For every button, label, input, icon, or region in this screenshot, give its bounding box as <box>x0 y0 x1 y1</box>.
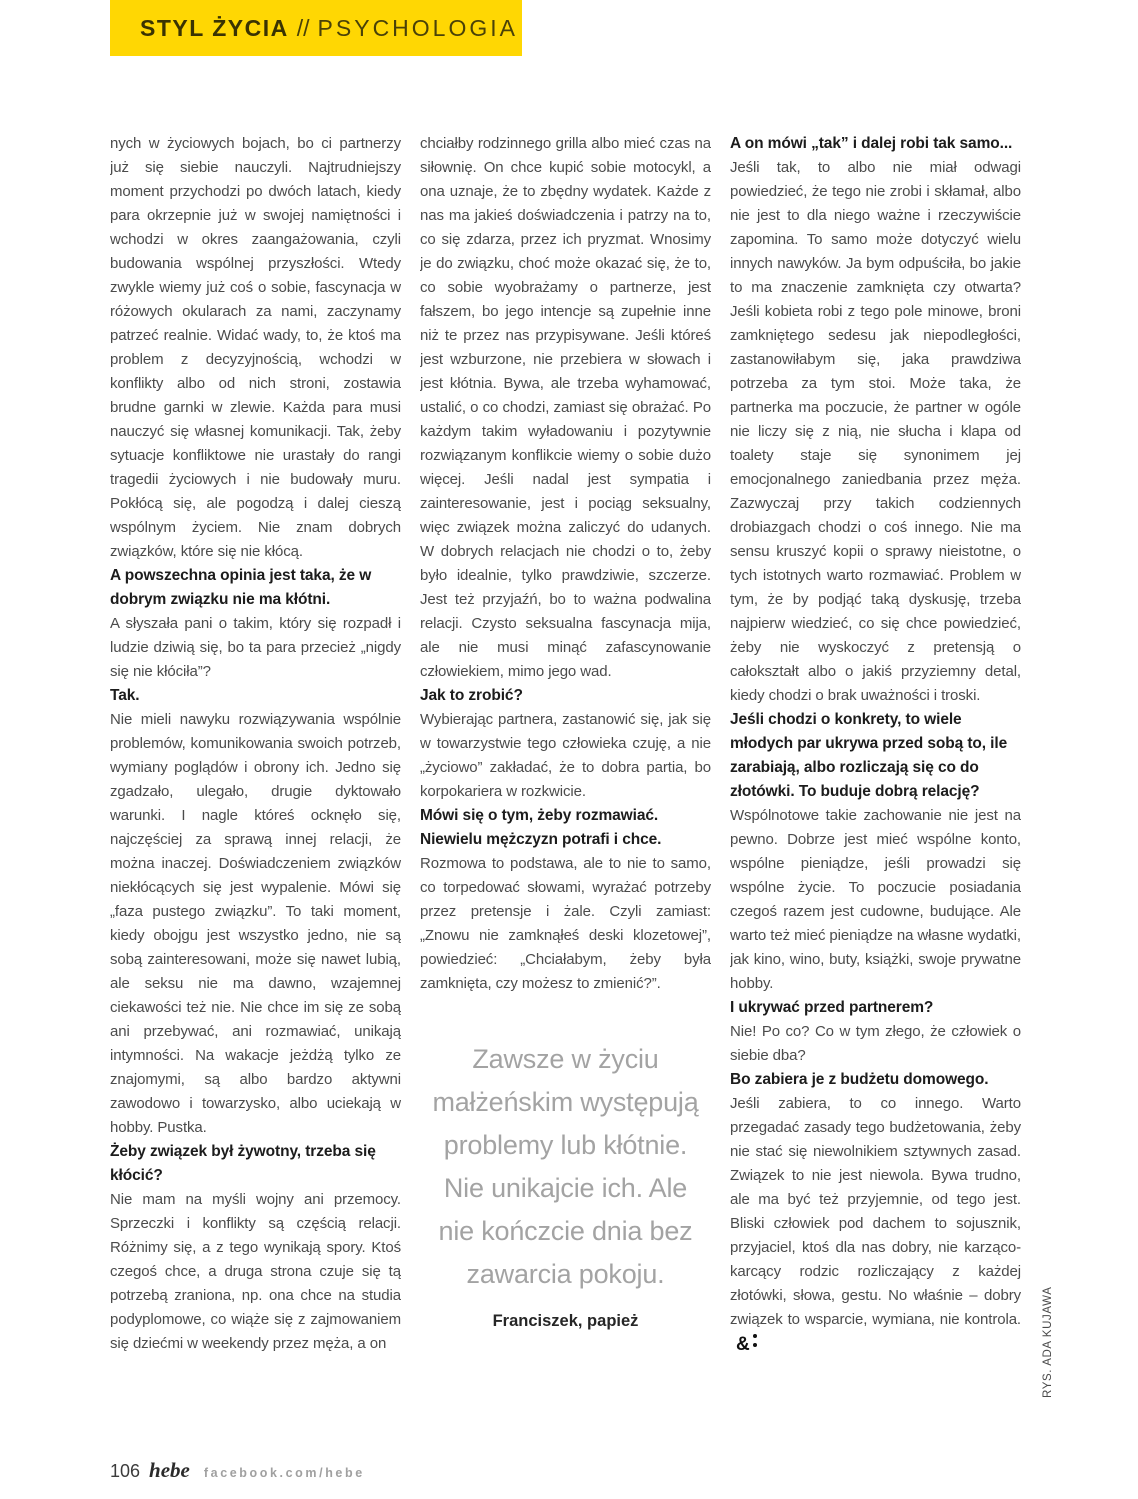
illustrator-credit: RYS. ADA KUJAWA <box>1042 1286 1054 1398</box>
magazine-logo: hebe <box>149 1458 190 1482</box>
paragraph: nych w życiowych bojach, bo ci partnerzy już się siebie nauczyli. Najtrudniejszy moment przychodzi po dwóch latach, kiedy para okrzepnie już w swojej namiętności i wchodzi w okres zaangażowania, czyli budowania wspólnej przyszłości. Wtedy zwykle wiemy już coś o sobie, fascynacja w różowych okularach za nami, zaczynamy patrzeć realnie. Widać wady, to, że ktoś ma problem z decyzyjnością, wchodzi w konflikty albo od nich stroni, zostawia brudne garnki w zlewie. Każda para musi nauczyć się własnej komunikacji. Tak, żeby sytuacje konfliktowe nie urastały do rangi tragedii życiowych i nie budowały muru. Pokłócą się, ale pogodzą i dalej cieszą wspólnym życiem. Nie znam dobrych związków, które się nie kłócą. <box>110 135 401 560</box>
question-text: Tak. <box>110 687 140 704</box>
topic-label: PSYCHOLOGIA <box>317 14 518 41</box>
question-text: Mówi się o tym, żeby rozmawiać. Niewielu mężczyzn potrafi i chce. <box>420 807 662 848</box>
section-label: STYL ŻYCIA <box>140 14 289 41</box>
paragraph: Nie! Po co? Co w tym złego, że człowiek o siebie dba? <box>730 1023 1021 1064</box>
paragraph: Jeśli tak, to albo nie miał odwagi powiedzieć, że tego nie zrobi i skłamał, albo nie jest to dla niego ważne i rzeczywiście zapomina. To samo może dotyczyć wielu innych nawyków. Ja bym odpuściła, bo jakie to ma znaczenie zamknięta czy otwarta? Jeśli kobieta robi z tego pole minowe, broni zamkniętego sedesu jak niepodległości, zastanowiłabym się, jaka prawdziwa potrzeba za tym stoi. Może taka, że partnerka ma poczucie, że partner w ogóle nie liczy się z nią, nie słucha i klapa od toalety staje się synonimem jej emocjonalnego zaniedbania przez męża. Zazwyczaj przy takich codziennych drobiazgach chodzi o coś innego. Nie ma sensu kruszyć kopii o sprawy nieistotne, o tych istotnych warto rozmawiać. Problem w tym, że by podjąć taką dyskusję, trzeba najpierw wiedzieć, co się chce powiedzieć, żeby nie wyskoczyć z pretensją o całokształt albo o jakiś przyziemny detal, kiedy chodzi o brak uważności i troski. <box>730 159 1021 704</box>
section-separator: // <box>296 14 310 41</box>
paragraph: Wybierając partnera, zastanowić się, jak się w towarzystwie tego człowieka czuję, a nie „życiowo” zakładać, że to dobra partia, bo korpokariera w rozkwicie. <box>420 711 711 800</box>
facebook-url: facebook.com/hebe <box>203 1466 365 1480</box>
paragraph-text: Jeśli zabiera, to co innego. Warto przegadać zasady tego budżetowania, żeby nie stać się niewolnikiem sztywnych zasad. Związek to nie jest niewola. Bywa trudno, ale ma być też przyjemnie, od tego jest. Bliski człowiek pod dachem to sojusznik, przyjaciel, ktoś dla nas dobry, nie karząco-karcący rodzic rozliczający z każdej złotówki, słowa, gestu. No właśnie – dobry związek to wsparcie, wymiana, nie kontrola. <box>730 1095 1021 1328</box>
question-text: Jeśli chodzi o konkrety, to wiele młodych par ukrywa przed sobą to, ile zarabiają, albo rozliczają się co do złotówki. To buduje dobrą relację? <box>730 711 1008 800</box>
column-2 <box>420 132 711 1400</box>
question-text: A powszechna opinia jest taka, że w dobrym związku nie ma kłótni. <box>110 567 372 608</box>
pull-quote-text: Zawsze w życiu małżeńskim występują problemy lub kłótnie. Nie unikajcie ich. Ale nie kończcie dnia bez zawarcia pokoju. <box>432 1044 699 1289</box>
column-3 <box>730 132 1021 1400</box>
paragraph: Nie mam na myśli wojny ani przemocy. Sprzeczki i konflikty są częścią relacji. Różnimy się, a z tego wynikają spory. Ktoś czegoś chce, a druga strona czuje się tą potrzebą zraniona, np. ona chce na studia podyplomowe, co wiąże się z zajmowaniem się dziećmi w weekendy przez męża, a on <box>110 1191 401 1352</box>
end-of-article-icon: & <box>736 1333 750 1357</box>
question-text: Jak to zrobić? <box>420 687 523 704</box>
question-text: Bo zabiera je z budżetu domowego. <box>730 1071 989 1088</box>
question-text: I ukrywać przed partnerem? <box>730 999 934 1016</box>
question-text: A on mówi „tak” i dalej robi tak samo... <box>730 135 1013 152</box>
column-1 <box>110 132 401 1400</box>
page-number: 106 <box>110 1461 141 1481</box>
quote-attribution: Franciszek, papież <box>492 1312 639 1330</box>
pull-quote <box>420 1038 711 1331</box>
article-body <box>110 132 1022 1400</box>
paragraph: Wspólnotowe takie zachowanie nie jest na pewno. Dobrze jest mieć wspólne konto, wspólne pieniądze, jeśli prowadzi się wspólne życie. To poczucie posiadania czegoś razem jest cudowne, budujące. Ale warto też mieć pieniądze na własne wydatki, jak kino, wino, buty, książki, swoje prywatne hobby. <box>730 807 1021 992</box>
paragraph: Nie mieli nawyku rozwiązywania wspólnie problemów, komunikowania swoich potrzeb, wymiany poglądów i obrony ich. Jedno się zgadzało, ulegało, drugie dyktowało warunki. I nagle któreś ocknęło się, najczęściej za sprawą innej relacji, że można inaczej. Doświadczeniem związków niekłócących się jest wypalenie. Mówi się „faza pustego związku”. To taki moment, kiedy obojgu jest wszystko jedno, nie są sobą zainteresowani, może się nawet lubią, ale seksu nie ma dawno, wzajemnej ciekawości też nie. Nie chce im się ze sobą ani przebywać, ani rozmawiać, unikają intymności. Na wakacje jeżdżą tylko ze znajomymi, są albo bardzo aktywni zawodowo i towarzysko, albo uciekają w hobby. Pustka. <box>110 711 401 1136</box>
section-header <box>110 0 522 56</box>
paragraph: chciałby rodzinnego grilla albo mieć czas na siłownię. On chce kupić sobie motocykl, a ona uznaje, że to zbędny wydatek. Każde z nas ma jakieś doświadczenia i patrzy na to, co się zdarza, przez ich pryzmat. Wnosimy je do związku, choć może okazać się, że to, co sobie wyobrażamy o partnerze, jest fałszem, bo jego intencje są zupełnie inne niż te przez nas przypisywane. Jeśli któreś jest wzburzone, nie przebiera w słowach i jest kłótnia. Bywa, ale trzeba wyhamować, ustalić, o co chodzi, zamiast się obrażać. Po każdym takim wyładowaniu i pozytywnie rozwiązanym konflikcie wiemy o sobie dużo więcej. Jeśli nadal jest sympatia i zainteresowanie, jest i pociąg seksualny, więc związek można zaliczyć do udanych. W dobrych relacjach nie chodzi o to, żeby było idealnie, tylko prawdziwie, szczerze. Jest też przyjaźń, bo to ważna podwalina relacji. Czysto seksualna fascynacja mija, ale nie musi minąć zafascynowanie człowiekiem, mimo jego wad. <box>420 135 711 680</box>
page-footer <box>110 1458 365 1483</box>
paragraph: A słyszała pani o takim, który się rozpadł i ludzie dziwią się, bo ta para przecież „nigdy się nie kłóciła”? <box>110 615 401 680</box>
question-text: Żeby związek był żywotny, trzeba się kłócić? <box>110 1143 376 1184</box>
paragraph <box>730 1092 1021 1357</box>
paragraph: Rozmowa to podstawa, ale to nie to samo, co torpedować słowami, wyrażać potrzeby przez pretensje i żale. Czyli zamiast: „Znowu nie zamknąłeś deski klozetowej”, powiedzieć: „Chciałabym, żeby była zamknięta, czy możesz to zmienić?”. <box>420 855 711 992</box>
